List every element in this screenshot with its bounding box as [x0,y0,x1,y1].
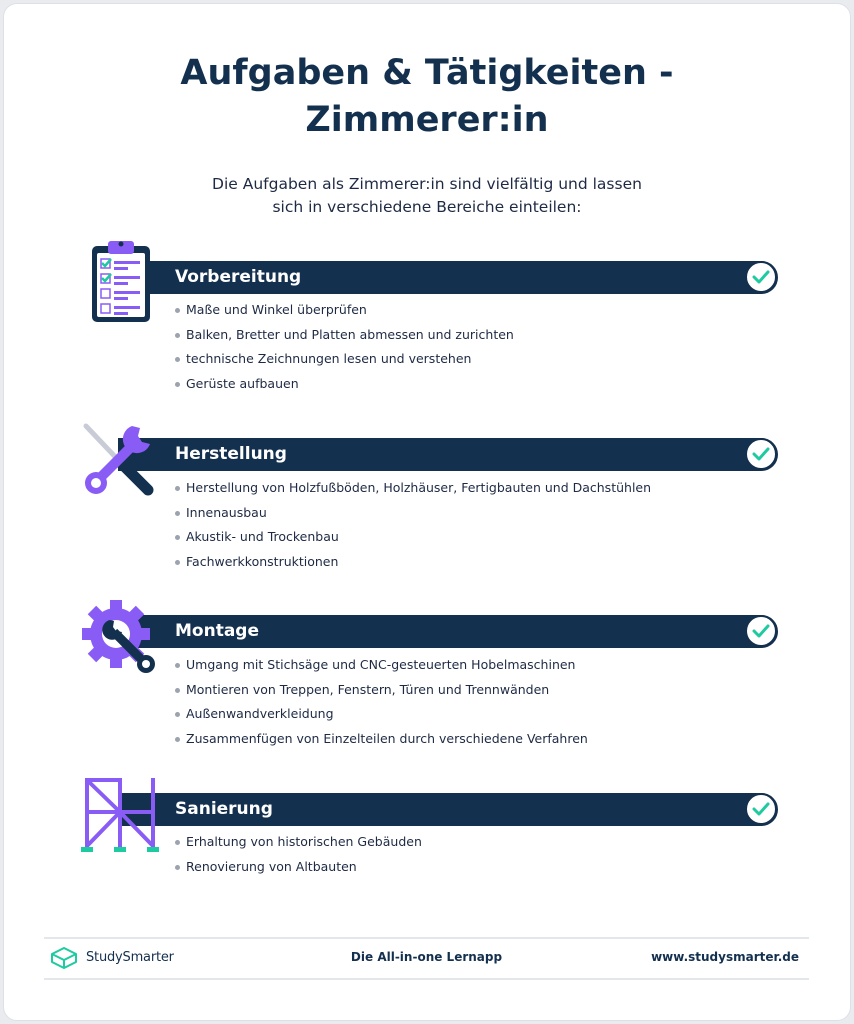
list-item: Montieren von Treppen, Fenstern, Türen und Trennwänden [175,678,588,703]
footer-url-link[interactable]: www.studysmarter.de [651,950,799,964]
footer-divider-bottom [44,978,809,980]
footer [44,946,809,972]
check-icon [745,793,777,825]
list-item: Renovierung von Altbauten [175,855,422,880]
clipboard-checklist-icon [80,240,152,331]
list-item: Außenwandverkleidung [175,702,588,727]
section-heading: Montage [175,621,259,641]
section-heading: Vorbereitung [175,267,302,287]
check-icon [745,615,777,647]
list-item: technische Zeichnungen lesen und verstehen [175,347,514,372]
section-heading: Sanierung [175,799,273,819]
section-heading: Herstellung [175,444,287,464]
footer-divider-top [44,937,809,939]
list-item: Zusammenfügen von Einzelteilen durch verschiedene Verfahren [175,727,588,752]
list-item: Balken, Bretter und Platten abmessen und zurichten [175,323,514,348]
item-list [175,830,422,879]
page-subtitle: Die Aufgaben als Zimmerer:in sind vielfältig und lassen sich in verschiedene Bereiche einteilen: [212,175,642,216]
list-item: Innenausbau [175,501,651,526]
list-item: Fachwerkkonstruktionen [175,550,651,575]
brand-name: StudySmarter [86,950,174,965]
list-item: Herstellung von Holzfußböden, Holzhäuser, Fertigbauten und Dachstühlen [175,476,651,501]
list-item: Gerüste aufbauen [175,372,514,397]
list-item: Maße und Winkel überprüfen [175,298,514,323]
wrench-screwdriver-icon [80,420,160,505]
list-item: Umgang mit Stichsäge und CNC-gesteuerten Hobelmaschinen [175,653,588,678]
list-item: Akustik- und Trockenbau [175,525,651,550]
check-icon [745,438,777,470]
check-icon [745,261,777,293]
item-list [175,653,588,752]
footer-tagline: Die All-in-one Lernapp [350,950,503,964]
item-list [175,298,514,397]
list-item: Erhaltung von historischen Gebäuden [175,830,422,855]
item-list [175,476,651,575]
scaffold-icon [80,776,160,859]
page-title: Aufgaben & Tätigkeiten - Zimmerer:in [180,53,674,140]
gear-wrench-icon [80,598,160,683]
